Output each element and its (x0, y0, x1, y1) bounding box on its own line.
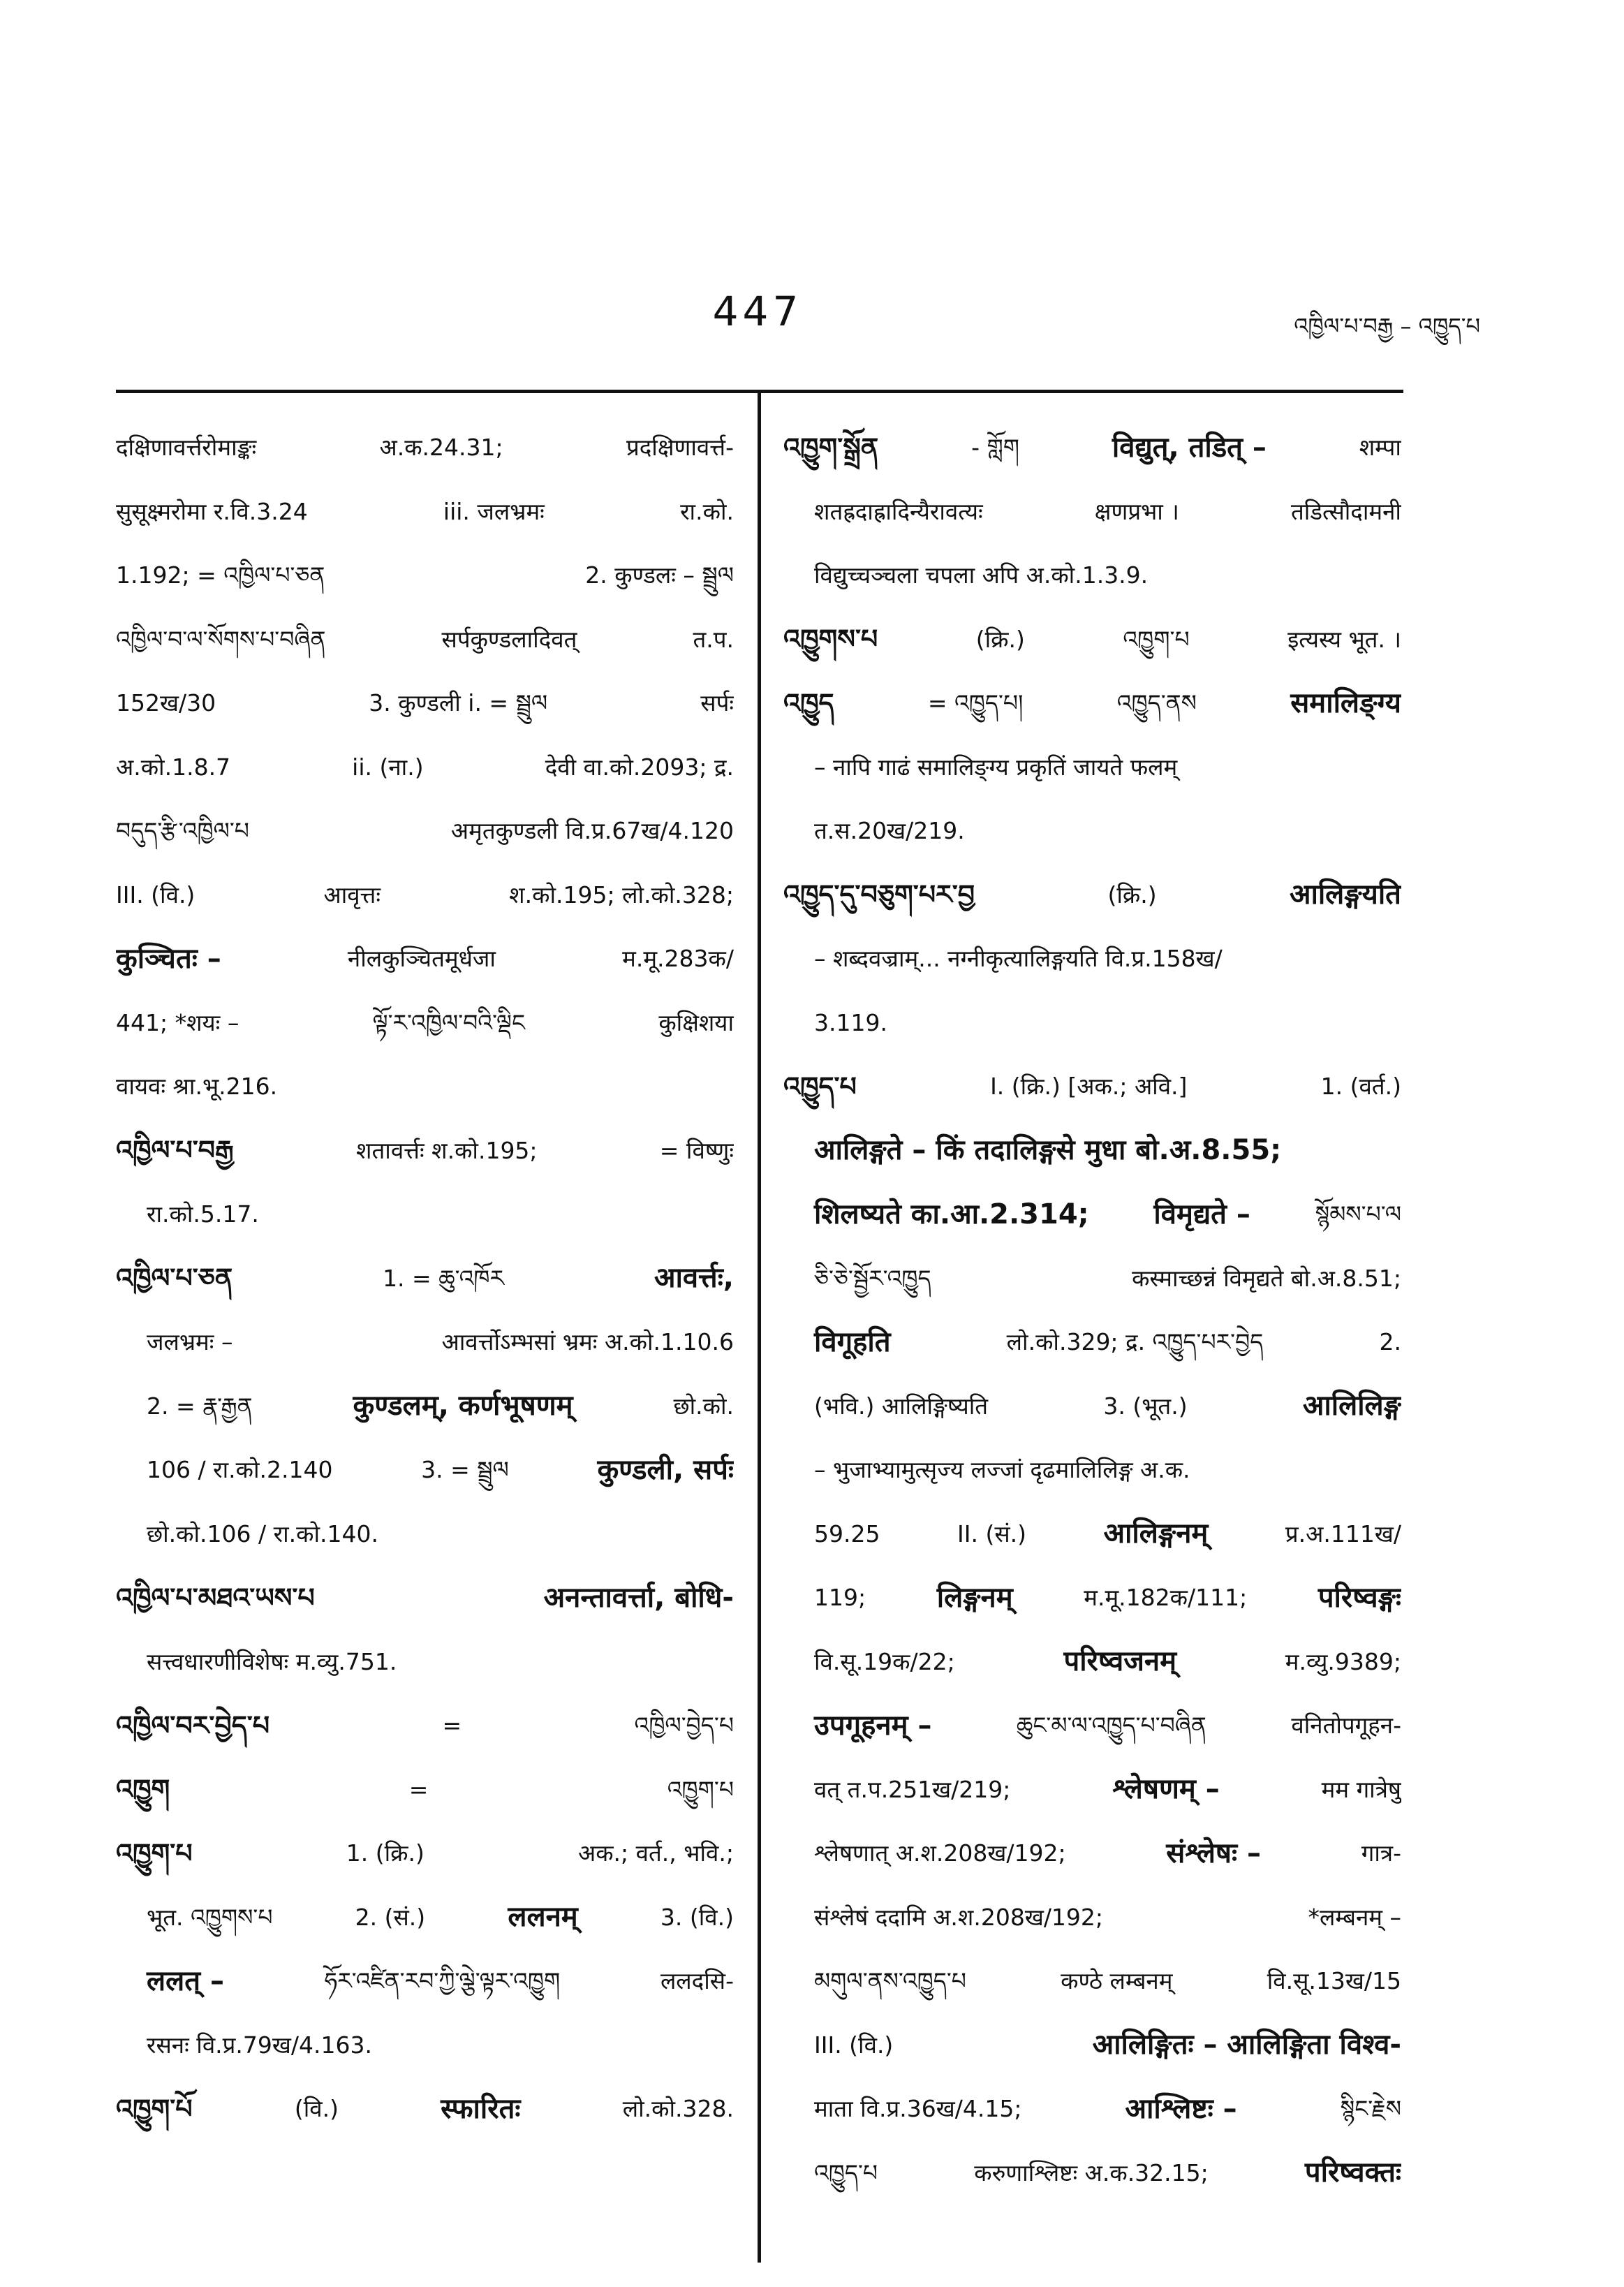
entry-segment: འཁྱུག་པ (1123, 625, 1190, 653)
headword: འཁྱུག་པོ (116, 2093, 193, 2124)
entry-segment: འཁྱུད་པ (814, 2159, 878, 2186)
entry-text-line (116, 480, 734, 544)
entry-segment: प्र.अ.111ख/ (1285, 1520, 1401, 1547)
entry-headword-line (116, 1566, 734, 1630)
entry-text-line (116, 1885, 734, 1950)
entry-segment: – भुजाभ्यामुत्सृज्य लज्जां दृढमालिलिङ्ग अ.क. (814, 1456, 1190, 1484)
entry-segment: जलभ्रमः – (147, 1328, 233, 1356)
entry-segment: ཧོར་འཛིན་རབ་ཀྱི་ལྕེ་ལྟར་འཁྱུག (324, 1967, 561, 1995)
entry-segment: འཁྱུད་ནས (1116, 689, 1197, 717)
entry-segment: (वि.) (294, 2095, 339, 2123)
entry-segment: कुक्षिशया (658, 1008, 734, 1036)
entry-segment: བདུད་རྩི་འཁྱིལ་པ (116, 817, 249, 845)
headword: འཁྱུག (116, 1774, 170, 1805)
entry-segment: 152ख/30 (116, 689, 216, 717)
entry-segment: 2. (1379, 1328, 1401, 1356)
entry-segment: आलिङ्गनम् (1103, 1517, 1209, 1550)
entry-segment: आलिलिङ्ग (1302, 1390, 1401, 1422)
entry-segment: 441; *शयः – (116, 1008, 239, 1036)
entry-segment: ललदसि- (660, 1967, 734, 1995)
headword: འཁྱིལ་པ་ཅན (116, 1263, 233, 1294)
entry-segment: वत् त.प.251ख/219; (814, 1775, 1011, 1803)
entry-segment: = འཁྱུད་པ། (927, 689, 1024, 717)
entry-segment: माता वि.प्र.36ख/4.15; (814, 2095, 1022, 2123)
entry-segment: 2. = རྣ་རྒྱན (147, 1392, 253, 1420)
entry-segment: रसनः वि.प्र.79ख/4.163. (147, 2031, 372, 2059)
column-divider (758, 391, 761, 2263)
entry-text-line (116, 1182, 734, 1247)
entry-segment: शतावर्त्तः श.को.195; (356, 1136, 538, 1164)
headword: འཁྱུད་དུ་བཅུག་པར་བྱ (783, 879, 975, 911)
entry-segment: *लम्बनम् – (1308, 1903, 1401, 1931)
entry-text-line (116, 1310, 734, 1374)
entry-segment: दक्षिणावर्त्तरोमाङ्कः (116, 434, 257, 462)
entry-segment: सर्पः (700, 689, 734, 717)
entry-text-line (783, 1949, 1401, 2013)
entry-segment: ལྟོ་ར་འཁྱིལ་བའི་ལྡིང (372, 1008, 526, 1036)
headword: འཁྱིལ་པ་མཐའ་ཡས་པ (116, 1582, 315, 1613)
headword: འཁྱིལ་བར་བྱེད་པ (116, 1709, 270, 1741)
entry-text-line (783, 1310, 1401, 1374)
headword: འཁྱུད་པ (783, 1071, 857, 1102)
entry-segment: 119; (814, 1584, 866, 1612)
entry-segment: उपगूहनम् – (814, 1709, 932, 1742)
left-column (116, 416, 734, 2141)
entry-segment: प्रदक्षिणावर्त्त- (626, 434, 734, 462)
entry-segment: श.को.195; लो.को.328; (509, 881, 734, 909)
entry-text-line (116, 1374, 734, 1439)
entry-segment: रा.को. (680, 497, 734, 525)
entry-segment: སྙིང་རྗེས (1340, 2095, 1401, 2123)
entry-segment: 2. कुण्डलः – སྦྲུལ (585, 561, 734, 589)
entry-segment: आश्लिष्टः – (1125, 2092, 1237, 2125)
entry-segment: आलिङ्गते – किं तदालिङ्गसे मुधा बो.अ.8.55; (814, 1134, 1282, 1167)
running-head: འཁྱིལ་པ་བརྒྱ – འཁྱུད་པ (1294, 313, 1480, 339)
entry-segment: 2. (सं.) (355, 1903, 426, 1931)
entry-segment: = विष्णुः (659, 1136, 734, 1164)
entry-segment: सुसूक्ष्मरोमा र.वि.3.24 (116, 497, 308, 525)
entry-segment: वायवः श्रा.भू.216. (116, 1073, 278, 1101)
entry-headword-line (783, 416, 1401, 480)
entry-segment: म.मू.283क/ (622, 945, 734, 973)
entry-segment: संश्लेषं ददामि अ.श.208ख/192; (814, 1903, 1104, 1931)
entry-text-line (783, 2141, 1401, 2205)
entry-segment: स्फारितः (441, 2092, 521, 2125)
entry-segment: विमृद्यते – (1153, 1198, 1250, 1230)
entry-segment: वि.सू.19क/22; (814, 1647, 955, 1675)
entry-segment: 3. = སྦྲུལ (421, 1456, 509, 1484)
entry-segment: आवर्त्तोऽम्भसां भ्रमः अ.को.1.10.6 (441, 1328, 734, 1356)
entry-segment: लो.को.329; द्र. འཁྱུད་པར་བྱེད (1006, 1328, 1264, 1356)
entry-headword-line (116, 2077, 734, 2141)
entry-headword-line (783, 863, 1401, 927)
entry-segment: འཁྱུག་པ (667, 1775, 734, 1803)
entry-text-line (116, 799, 734, 863)
entry-headword-line (783, 1054, 1401, 1119)
entry-segment: 3. कुण्डली i. = སྦྲུལ (369, 689, 548, 717)
entry-segment: འཁྱིལ་བྱེད་པ (634, 1712, 734, 1740)
entry-segment: 59.25 (814, 1520, 880, 1547)
entry-headword-line (116, 1693, 734, 1758)
entry-segment: 1. (क्रि.) (346, 1839, 425, 1867)
entry-text-line (116, 543, 734, 608)
entry-segment: करुणाश्लिष्टः अ.क.32.15; (974, 2159, 1209, 2186)
entry-segment: परिष्वजनम् (1063, 1645, 1177, 1678)
entry-segment: क्षणप्रभा । (1094, 497, 1179, 525)
entry-text-line (116, 863, 734, 927)
entry-segment: त.प. (693, 625, 734, 653)
entry-text-line (783, 1821, 1401, 1885)
entry-text-line (116, 1438, 734, 1502)
headword: འཁྱུག་པ (116, 1837, 193, 1869)
entry-text-line (116, 927, 734, 991)
entry-segment: འཁྱིལ་བ་ལ་སོགས་པ་བཞིན (116, 625, 326, 653)
entry-segment: III. (वि.) (814, 2031, 894, 2059)
entry-segment: वि.सू.13ख/15 (1267, 1967, 1401, 1995)
entry-segment: (भवि.) आलिङ्गिष्यति (814, 1392, 989, 1420)
entry-segment: 3.119. (814, 1008, 887, 1036)
entry-segment: वनितोपगूहन- (1291, 1712, 1401, 1740)
entry-text-line (783, 1247, 1401, 1311)
entry-segment: མགུལ་ནས་འཁྱུད་པ (814, 1967, 966, 1995)
entry-segment: श्लेषणम् – (1112, 1773, 1220, 1806)
entry-text-line (116, 2013, 734, 2078)
entry-text-line (783, 1758, 1401, 1822)
entry-segment: भूत. འཁྱུགས་པ (147, 1903, 273, 1931)
entry-text-line (783, 1885, 1401, 1950)
headword: འཁྱུད (783, 687, 834, 719)
entry-text-line (783, 927, 1401, 991)
page-number: 447 (712, 288, 803, 335)
entry-segment: विद्युत्, तडित् – (1112, 431, 1267, 464)
entry-segment: श्लेषणात् अ.श.208ख/192; (814, 1839, 1066, 1867)
headword: འཁྱིལ་པ་བརྒྱ (116, 1135, 234, 1166)
entry-segment: कुण्डलम्, कर्णभूषणम् (353, 1390, 573, 1422)
entry-text-line (783, 1182, 1401, 1247)
entry-text-line (116, 1054, 734, 1119)
entry-headword-line (116, 1119, 734, 1183)
entry-text-line (783, 1566, 1401, 1630)
entry-segment: समालिङ्ग्य (1290, 686, 1401, 719)
entry-segment: - གློག (971, 434, 1019, 462)
entry-text-line (116, 1630, 734, 1694)
headword: འཁྱུག་སྒྲོན (783, 432, 879, 463)
entry-text-line (783, 1438, 1401, 1502)
entry-segment: अक.; वर्त., भवि.; (578, 1839, 734, 1867)
entry-segment: अनन्तावर्त्ता, बोधि- (543, 1581, 734, 1614)
entry-text-line (783, 1693, 1401, 1758)
entry-headword-line (783, 608, 1401, 672)
headword: འཁྱུགས་པ (783, 624, 878, 655)
entry-segment: आलिङ्गितः – आलिङ्गिता विश्व- (1092, 2029, 1401, 2061)
entry-text-line (116, 608, 734, 672)
entry-text-line (116, 1502, 734, 1566)
entry-segment: (क्रि.) (1107, 881, 1157, 909)
entry-segment: मम गात्रेषु (1321, 1775, 1401, 1803)
entry-segment: कुण्डली, सर्पः (597, 1453, 734, 1486)
entry-segment: इत्यस्य भूत. । (1287, 625, 1401, 653)
entry-text-line (783, 991, 1401, 1055)
entry-segment: छो.को.106 / रा.को.140. (147, 1520, 379, 1547)
entry-segment: 1. = ཆུ་འཁོར (383, 1264, 505, 1292)
entry-segment: ཆུང་མ་ལ་འཁྱུད་པ་བཞིན (1016, 1712, 1206, 1740)
entry-segment: 106 / रा.को.2.140 (147, 1456, 333, 1484)
entry-segment: म.व्यु.9389; (1285, 1647, 1401, 1675)
entry-segment: ललनम् (508, 1901, 578, 1934)
entry-segment: ཅི་ཅེ་སྦྱོར་འཁྱུད (814, 1264, 931, 1292)
entry-segment: = (408, 1775, 429, 1803)
entry-segment: सत्त्वधारणीविशेषः म.व्यु.751. (147, 1647, 397, 1675)
entry-segment: त.स.20ख/219. (814, 817, 965, 845)
entry-segment: कुञ्चितः – (116, 942, 221, 975)
entry-segment: आवृत्तः (323, 881, 381, 909)
entry-segment: परिष्वङ्गः (1317, 1581, 1401, 1614)
entry-segment: विगूहति (814, 1325, 891, 1358)
entry-text-line (783, 543, 1401, 608)
entry-text-line (783, 799, 1401, 863)
entry-segment: देवी वा.को.2093; द्र. (545, 753, 734, 781)
entry-segment: नीलकुञ्चितमूर्धजा (347, 945, 496, 973)
entry-segment: II. (सं.) (957, 1520, 1027, 1547)
entry-segment: लिङ्गनम् (936, 1581, 1013, 1614)
entry-segment: iii. जलभ्रमः (443, 497, 545, 525)
entry-segment: अमृतकुण्डली वि.प्र.67ख/4.120 (450, 817, 734, 845)
entry-text-line (783, 1374, 1401, 1439)
entry-segment: अ.को.1.8.7 (116, 753, 231, 781)
entry-text-line (116, 991, 734, 1055)
entry-segment: I. (क्रि.) [अक.; अवि.] (990, 1073, 1188, 1101)
entry-text-line (116, 735, 734, 800)
entry-segment: आलिङ्गयति (1289, 878, 1401, 911)
entry-segment: आवर्त्तः, (654, 1262, 734, 1295)
entry-text-line (116, 671, 734, 735)
entry-text-line (783, 2013, 1401, 2078)
entry-segment: सर्पकुण्डलादिवत् (441, 625, 577, 653)
entry-text-line (783, 1630, 1401, 1694)
entry-headword-line (116, 1758, 734, 1822)
entry-segment: 1. (वर्त.) (1320, 1073, 1401, 1101)
entry-headword-line (116, 1821, 734, 1885)
entry-segment: 1.192; = འཁྱིལ་པ་ཅན (116, 561, 325, 589)
entry-text-line (116, 416, 734, 480)
entry-text-line (783, 2077, 1401, 2141)
entry-segment: 3. (वि.) (660, 1903, 734, 1931)
entry-segment: III. (वि.) (116, 881, 195, 909)
entry-segment: संश्लेषः – (1166, 1837, 1262, 1869)
entry-segment: म.मू.182क/111; (1084, 1584, 1248, 1612)
entry-text-line (783, 1119, 1401, 1183)
entry-segment: शतह्रदाह्रादिन्यैरावत्यः (814, 497, 983, 525)
entry-segment: = (442, 1712, 462, 1740)
entry-segment: शम्पा (1359, 434, 1401, 462)
entry-headword-line (783, 671, 1401, 735)
entry-text-line (116, 1949, 734, 2013)
entry-segment: སྙོམས་པ་ལ (1315, 1200, 1401, 1228)
entry-segment: परिष्वक्तः (1304, 2156, 1401, 2189)
entry-text-line (783, 735, 1401, 800)
entry-segment: अ.क.24.31; (379, 434, 503, 462)
entry-segment: – नापि गाढं समालिङ्ग्य प्रकृतिं जायते फलम् (814, 753, 1178, 781)
entry-segment: शिलष्यते का.आ.2.314; (814, 1198, 1089, 1230)
entry-segment: विद्युच्चञ्चला चपला अपि अ.को.1.3.9. (814, 561, 1149, 589)
entry-segment: लो.को.328. (622, 2095, 734, 2123)
entry-text-line (783, 1502, 1401, 1566)
entry-segment: रा.को.5.17. (147, 1200, 259, 1228)
entry-segment: – शब्दवज्राम्... नग्नीकृत्यालिङ्गयति वि.प्र.158ख/ (814, 945, 1223, 973)
entry-segment: तडित्सौदामनी (1291, 497, 1401, 525)
entry-segment: ii. (ना.) (352, 753, 424, 781)
entry-segment: (क्रि.) (975, 625, 1025, 653)
entry-segment: गात्र- (1361, 1839, 1401, 1867)
entry-segment: ललत् – (147, 1964, 224, 1997)
entry-text-line (783, 480, 1401, 544)
entry-headword-line (116, 1247, 734, 1311)
entry-segment: कण्ठे लम्बनम् (1061, 1967, 1173, 1995)
entry-segment: कस्माच्छन्नं विमृद्यते बो.अ.8.51; (1132, 1264, 1401, 1292)
entry-segment: 3. (भूत.) (1103, 1392, 1188, 1420)
entry-segment: छो.को. (673, 1392, 734, 1420)
right-column (783, 416, 1401, 2205)
